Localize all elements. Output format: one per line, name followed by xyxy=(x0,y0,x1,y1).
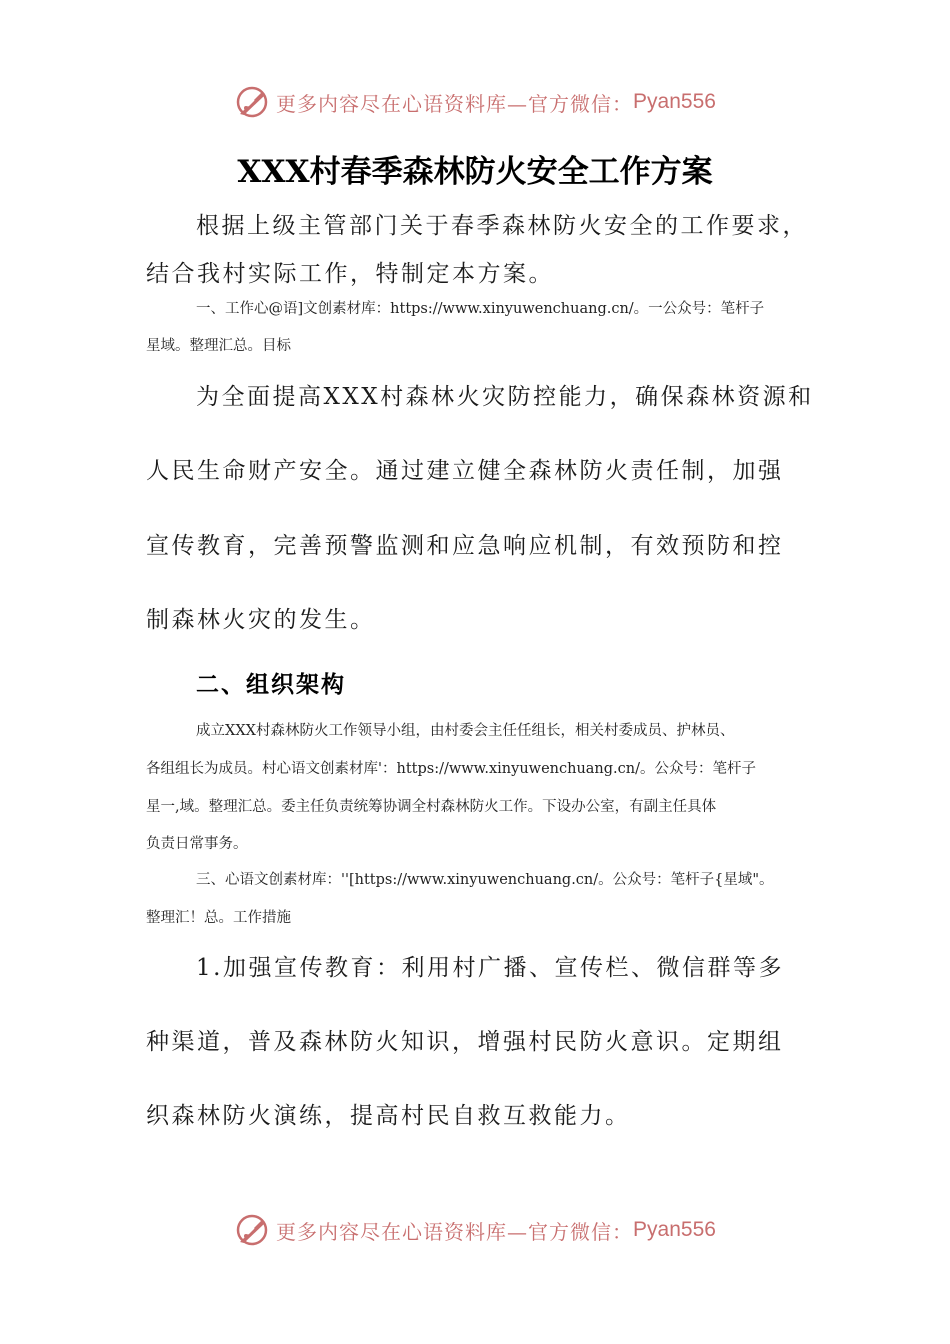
intro-line-1: 根据上级主管部门关于春季森林防火安全的工作要求， xyxy=(196,213,808,239)
section3-note-line-1: 三、心语文创素材库：''[https://www.xinyuwenchuang.cn/。公众号：笔杆子{星域"。 xyxy=(196,872,774,888)
document-title: XXX村春季森林防火安全工作方案 xyxy=(237,154,713,190)
intro-line-2: 结合我村实际工作，特制定本方案。 xyxy=(146,261,554,287)
quill-logo-icon xyxy=(234,1212,270,1248)
section1-note-line-1: 一、工作心@语]文创素材库：https://www.xinyuwenchuang.cn/。一公众号：笔杆子 xyxy=(196,301,765,317)
org-line-3: 星一,域。整理汇总。委主任负责统筹协调全村森林防火工作。下设办公室，有副主任具体 xyxy=(146,799,717,815)
quill-logo-icon xyxy=(234,84,270,120)
banner-handle: Pyan556 xyxy=(633,90,716,113)
footer-banner xyxy=(0,1210,950,1250)
goal-line-3: 宣传教育，完善预警监测和应急响应机制，有效预防和控 xyxy=(146,533,784,559)
banner-handle: Pyan556 xyxy=(633,1218,716,1241)
org-line-1: 成立XXX村森林防火工作领导小组，由村委会主任任组长，相关村委成员、护林员、 xyxy=(196,723,735,739)
measure1-line-1: 1.加强宣传教育：利用村广播、宣传栏、微信群等多 xyxy=(196,955,784,981)
measure1-line-3: 织森林防火演练，提高村民自救互救能力。 xyxy=(146,1103,631,1129)
goal-line-1: 为全面提高XXX村森林火灾防控能力，确保森林资源和 xyxy=(196,384,814,410)
org-line-2: 各组组长为成员。村心语文创素材库'：https://www.xinyuwenchuang.cn/。公众号：笔杆子 xyxy=(146,761,757,777)
banner-text: 更多内容尽在心语资料库—官方微信： xyxy=(276,91,634,116)
banner-text: 更多内容尽在心语资料库—官方微信： xyxy=(276,1219,634,1244)
section1-note-line-2: 星域。整理汇总。目标 xyxy=(146,338,291,354)
header-banner xyxy=(0,82,950,122)
goal-line-2: 人民生命财产安全。通过建立健全森林防火责任制，加强 xyxy=(146,458,784,484)
measure1-line-2: 种渠道，普及森林防火知识，增强村民防火意识。定期组 xyxy=(146,1029,784,1055)
section2-heading: 二、组织架构 xyxy=(196,671,346,698)
org-line-4: 负责日常事务。 xyxy=(146,836,248,852)
section3-note-line-2: 整理汇！总。工作措施 xyxy=(146,910,291,926)
goal-line-4: 制森林火灾的发生。 xyxy=(146,607,376,633)
